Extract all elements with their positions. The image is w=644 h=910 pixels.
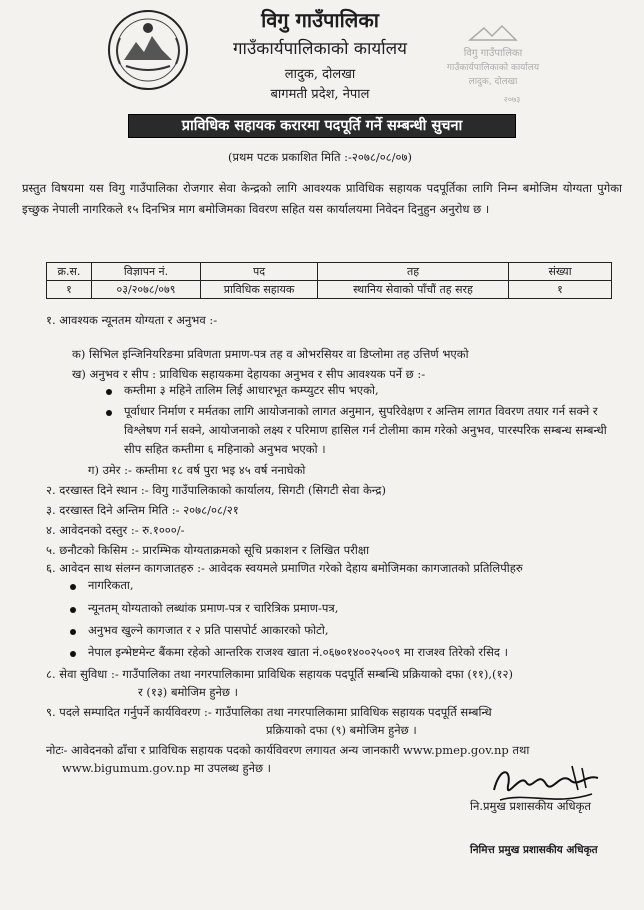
col-level: तह bbox=[318, 263, 509, 281]
office-name: विगु गाउँपालिका bbox=[261, 8, 379, 32]
qualification-a: क) सिभिल इन्जिनियरिङमा प्रविणता प्रमाण-पत्र तह व ओभरसियर वा डिप्लोमा तह उत्तिर्ण भएको bbox=[72, 347, 469, 361]
office-province: बागमती प्रदेश, नेपाल bbox=[270, 87, 370, 102]
cell: १ bbox=[509, 281, 612, 299]
col-sn: क्र.स. bbox=[47, 263, 92, 281]
signatory-printed: निमित्त प्रमुख प्रशासकीय अधिकृत bbox=[470, 844, 598, 856]
section-5: ५. छनौटको किसिम :- प्रारम्भिक योग्यताक्रमको सूचि प्रकाशन र लिखित परीक्षा bbox=[46, 543, 370, 557]
qualification-b: ख) अनुभव र सीप : प्राविधिक सहायकमा देहायका अनुभव र सीप आवश्यक पर्ने छ :- bbox=[72, 367, 426, 381]
cell: स्थानिय सेवाको पाँचौं तह सरह bbox=[318, 281, 509, 299]
section-8-line-2: र (१३) बमोजिम हुनेछ । bbox=[138, 685, 238, 699]
bullet-icon bbox=[70, 651, 76, 657]
published-date: (प्रथम पटक प्रकाशित मिति :-२०७८/०८/०७) bbox=[228, 150, 412, 164]
bullet-icon bbox=[70, 629, 76, 635]
cell: प्राविधिक सहायक bbox=[201, 281, 318, 299]
section-4: ४. आवेदनको दस्तुर :- रु.१०००/- bbox=[46, 523, 185, 537]
skill-bullet-1: कम्तीमा ३ महिने तालिम लिई आधारभूत कम्प्युटर सीप भएको, bbox=[124, 383, 379, 397]
col-post: पद bbox=[201, 263, 318, 281]
section-2: २. दरखास्त दिने स्थान :- विगु गाउँपालिकाको कार्यालय, सिगटी (सिगटी सेवा केन्द्र) bbox=[46, 483, 386, 497]
document-3: अनुभव खुल्ने कागजात र २ प्रति पासपोर्ट आकारको फोटो, bbox=[88, 623, 329, 637]
bullet-icon bbox=[70, 584, 76, 590]
col-ad-no: विज्ञापन नं. bbox=[92, 263, 201, 281]
intro-paragraph: प्रस्तुत विषयमा यस विगु गाउँपालिका रोजगार सेवा केन्द्रको लागि आवश्यक प्राविधिक सहायक पदपूर्तिका लागि निम्न बमोजिम योग्यता पुगेका इच्छुक नेपाली नागरिकले १५ दिनभित्र माग बमोजिमका विवरण सहित यस कार्यालयमा निवेदन दिनुहुन अनुरोध छ । bbox=[22, 181, 622, 216]
table-header-row bbox=[47, 263, 612, 281]
note-line-1: नोटः- आवेदनको ढाँचा र प्राविधिक सहायक पदको कार्यविवरण लगायत अन्य जानकारी www.pmep.gov.np तथा bbox=[46, 743, 530, 757]
notice-title: प्राविधिक सहायक करारमा पदपूर्ति गर्ने सम्बन्धी सुचना bbox=[128, 114, 516, 138]
svg-text:२०७३: २०७३ bbox=[503, 95, 521, 104]
document-2: न्यूनतम् योग्यताको लब्धांक प्रमाण-पत्र र चारित्रिक प्रमाण-पत्र, bbox=[88, 601, 339, 615]
cell: १ bbox=[47, 281, 92, 299]
bullet-icon bbox=[106, 389, 112, 395]
document-1: नागरिकता, bbox=[88, 578, 134, 592]
signatory-title: नि.प्रमुख प्रशासकीय अधिकृत bbox=[470, 799, 591, 813]
cell: ०३/२०७८/०७९ bbox=[92, 281, 201, 299]
svg-text:विगु गाउँपालिका: विगु गाउँपालिका bbox=[463, 48, 523, 59]
section-1-heading: १. आवश्यक न्यूनतम योग्यता र अनुभव :- bbox=[46, 313, 218, 327]
vacancy-table bbox=[46, 262, 612, 299]
office-address: लादुक, दोलखा bbox=[284, 67, 356, 82]
section-9-line-2: प्रक्रियाको दफा (९) बमोजिम हुनेछ । bbox=[266, 723, 417, 737]
section-6: ६. आवेदन साथ संलग्न कागजातहरु :- आवेदक स्वयमले प्रमाणित गरेको देहाय बमोजिमका कागजातको प्रतिलिपीहरु bbox=[46, 561, 523, 575]
age-requirement: ग) उमेर :- कम्तीमा १८ वर्ष पुरा भइ ४५ वर्ष ननाघेको bbox=[88, 463, 306, 477]
section-3: ३. दरखास्त दिने अन्तिम मिति :- २०७८/०८/२१ bbox=[46, 503, 239, 517]
note-line-2: www.bigumum.gov.np मा उपलब्ध हुनेछ । bbox=[62, 761, 272, 775]
skill-bullet-2: पूर्वाधार निर्माण र मर्मतका लागि आयोजनाको लागत अनुमान, सुपरिवेक्षण र अन्तिम लागत विवरण तयार गर्न सक्ने र विश्लेषण गर्न सक्ने, आयोजनाको लक्ष्य र परिमाण हासिल गर्न टोलीमा काम गरेको अनुभव, पारस्परिक सम्बन्ध सम्बन्धी सीप सहित कम्तीमा ६ महिनाको अनुभव भएको । bbox=[124, 404, 607, 456]
svg-text:लादुक, दोलखा: लादुक, दोलखा bbox=[468, 77, 518, 87]
section-9-line-1: ९. पदले सम्पादित गर्नुपर्ने कार्यविवरण :- गाउँपालिका तथा नगरपालिकामा प्राविधिक सहायक पदपूर्ति सम्बन्धि bbox=[46, 705, 492, 719]
section-8-line-1: ८. सेवा सुविधा :- गाउँपालिका तथा नगरपालिकामा प्राविधिक सहायक पदपूर्ति सम्बन्धि प्रक्रियाको दफा (११),(१२) bbox=[46, 667, 513, 681]
bullet-icon bbox=[106, 410, 112, 416]
col-count: संख्या bbox=[509, 263, 612, 281]
bullet-icon bbox=[70, 607, 76, 613]
svg-text:गाउँकार्यपालिकाको कार्यालय: गाउँकार्यपालिकाको कार्यालय bbox=[446, 63, 540, 73]
office-subtitle: गाउँकार्यपालिकाको कार्यालय bbox=[232, 39, 408, 59]
table-row bbox=[47, 281, 612, 299]
document-4: नेपाल इन्भेष्टमेन्ट बैंकमा रहेको आन्तरिक राजश्व खाता नं.०६७०१४००२५००९ मा राजश्व तिरेको रसिद । bbox=[88, 645, 509, 659]
